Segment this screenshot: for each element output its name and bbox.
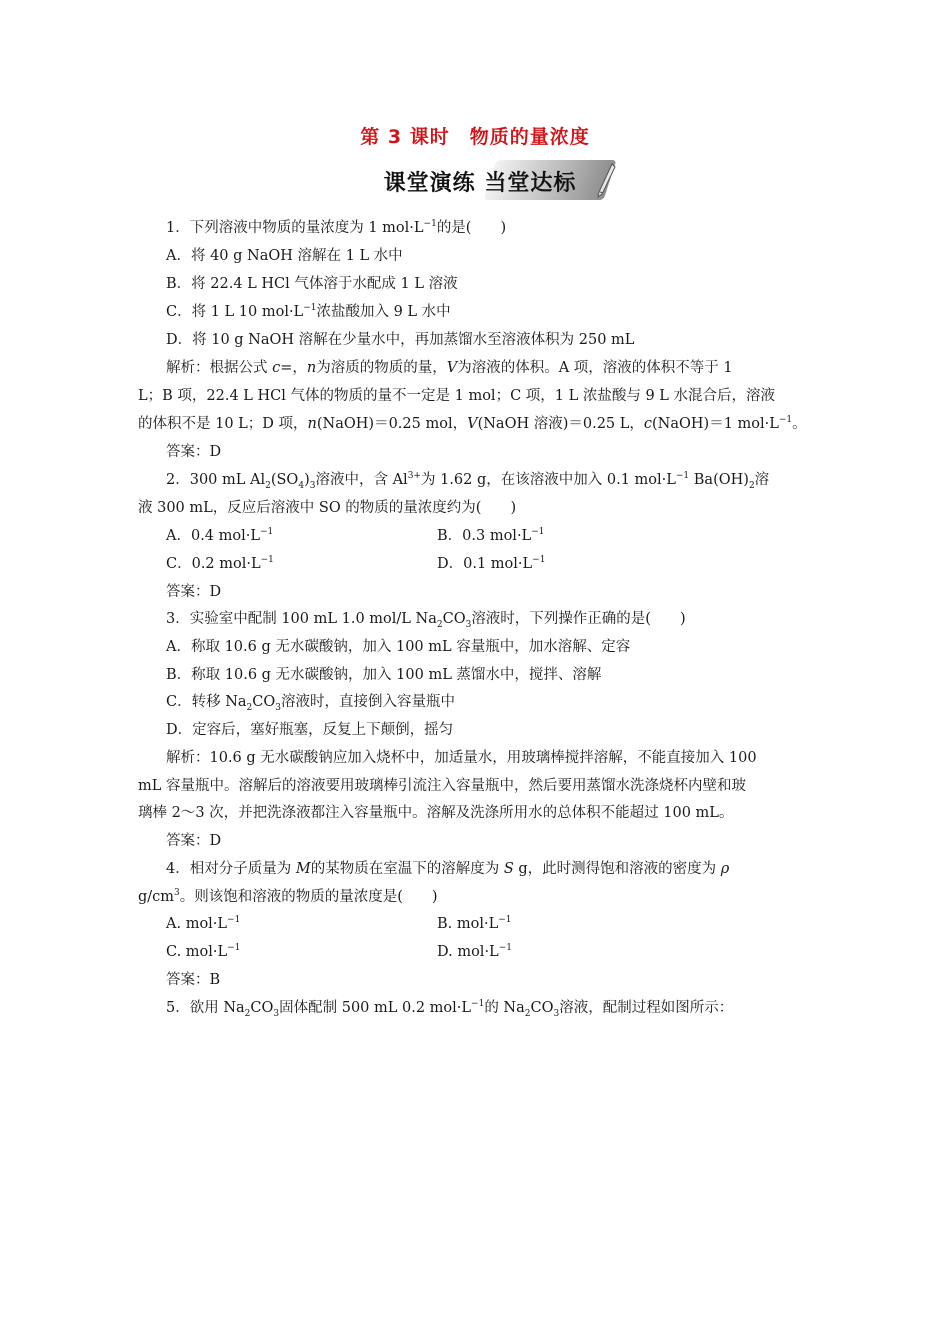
pen-icon bbox=[594, 162, 616, 200]
q1-analysis-line2: L；B 项，22.4 L HCl 气体的物质的量不一定是 1 mol；C 项，1 L 浓盐酸与 9 L 水混合后，溶液 bbox=[138, 388, 776, 404]
q3-analysis-line2: mL 容量瓶中。溶解后的溶液要用玻璃棒引流注入容量瓶中，然后要用蒸馏水洗涤烧杯内壁和玻 bbox=[138, 778, 746, 794]
q3-analysis-line3: 璃棒 2～3 次，并把洗涤液都注入容量瓶中。溶解及洗涤所用水的总体积不能超过 100 mL。 bbox=[138, 805, 734, 821]
q2-option-b: B．0.3 $mol\cdot L^{-1}$ bbox=[437, 527, 545, 544]
q5-stem: 5．欲用 $Na_2CO_3$固体配制 500 mL 0.2 $mol\cdot L^{-1}$的 $Na_2CO_3$溶液，配制过程如图所示： bbox=[166, 999, 734, 1019]
q2-answer: 答案：D bbox=[166, 584, 222, 600]
q2-stem-line2: 液 300 mL，反应后溶液中 SO 的物质的量浓度约为( ) bbox=[138, 500, 517, 516]
q1-option-d: D．将 10 g NaOH 溶解在少量水中，再加蒸馏水至溶液体积为 250 mL bbox=[166, 332, 635, 348]
q1-analysis-line1: 解析：根据公式 c=，n为溶质的物质的量，V为溶液的体积。A 项，溶液的体积不等于 1 bbox=[166, 360, 733, 376]
q3-option-b: B．称取 10.6 g 无水碳酸钠，加入 100 mL 蒸馏水中，搅拌、溶解 bbox=[166, 667, 602, 683]
q3-option-c: C．转移 $Na_2CO_3$溶液时，直接倒入容量瓶中 bbox=[166, 694, 455, 713]
q4-stem-line1: 4．相对分子质量为 M的某物质在室温下的溶解度为 S g，此时测得饱和溶液的密度为 ρ bbox=[166, 861, 730, 877]
q4-option-d: D. $mol\cdot L^{-1}$ bbox=[437, 943, 512, 960]
q1-stem: 1．下列溶液中物质的量浓度为 1 $mol\cdot L^{-1}$的是( ) bbox=[166, 219, 507, 236]
q2-option-c: C．0.2 $mol\cdot L^{-1}$ bbox=[166, 555, 274, 572]
q3-option-d: D．定容后，塞好瓶塞，反复上下颠倒，摇匀 bbox=[166, 722, 454, 738]
q3-option-a: A．称取 10.6 g 无水碳酸钠，加入 100 mL 容量瓶中，加水溶解、定容 bbox=[166, 639, 631, 655]
q2-option-a: A．0.4 $mol\cdot L^{-1}$ bbox=[166, 527, 274, 544]
q4-answer: 答案：B bbox=[166, 972, 221, 988]
q1-option-b: B．将 22.4 L HCl 气体溶于水配成 1 L 溶液 bbox=[166, 276, 458, 292]
q4-stem-line2: $g/cm^3$。则该饱和溶液的物质的量浓度是( ) bbox=[138, 888, 438, 905]
q3-stem: 3．实验室中配制 100 mL 1.0 mol/L $Na_2CO_3$溶液时，下列操作正确的是( ) bbox=[166, 611, 686, 630]
q2-stem-line1: 2．300 mL $Al_2(SO_4)_3$溶液中，含 $Al^{3+}$为 1.62 g，在该溶液中加入 0.1 $mol\cdot L^{-1}$ $Ba(OH)_2$溶 bbox=[166, 471, 770, 491]
page-title: 第 3 课时 物质的量浓度 bbox=[360, 126, 590, 148]
q1-answer: 答案：D bbox=[166, 444, 222, 460]
q1-option-a: A．将 40 g NaOH 溶解在 1 L 水中 bbox=[166, 248, 403, 264]
q4-option-a: A. $mol\cdot L^{-1}$ bbox=[166, 915, 241, 932]
section-banner bbox=[360, 158, 620, 204]
q2-option-d: D．0.1 $mol\cdot L^{-1}$ bbox=[437, 555, 546, 572]
q1-analysis-line3: 的体积不是 10 L；D 项，n(NaOH)＝0.25 mol，V(NaOH 溶液)＝0.25 L，c(NaOH)＝1 $mol\cdot L^{-1}$。 bbox=[138, 415, 807, 432]
q3-analysis-line1: 解析：10.6 g 无水碳酸钠应加入烧杯中，加适量水，用玻璃棒搅拌溶解，不能直接加入 100 bbox=[166, 750, 757, 766]
q4-option-c: C. $mol\cdot L^{-1}$ bbox=[166, 943, 241, 960]
banner-text: 课堂演练 当堂达标 bbox=[383, 171, 577, 196]
q3-answer: 答案：D bbox=[166, 833, 222, 849]
q4-option-b: B. $mol\cdot L^{-1}$ bbox=[437, 915, 512, 932]
q1-option-c: C．将 1 L 10 $mol\cdot L^{-1}$浓盐酸加入 9 L 水中 bbox=[166, 303, 451, 320]
